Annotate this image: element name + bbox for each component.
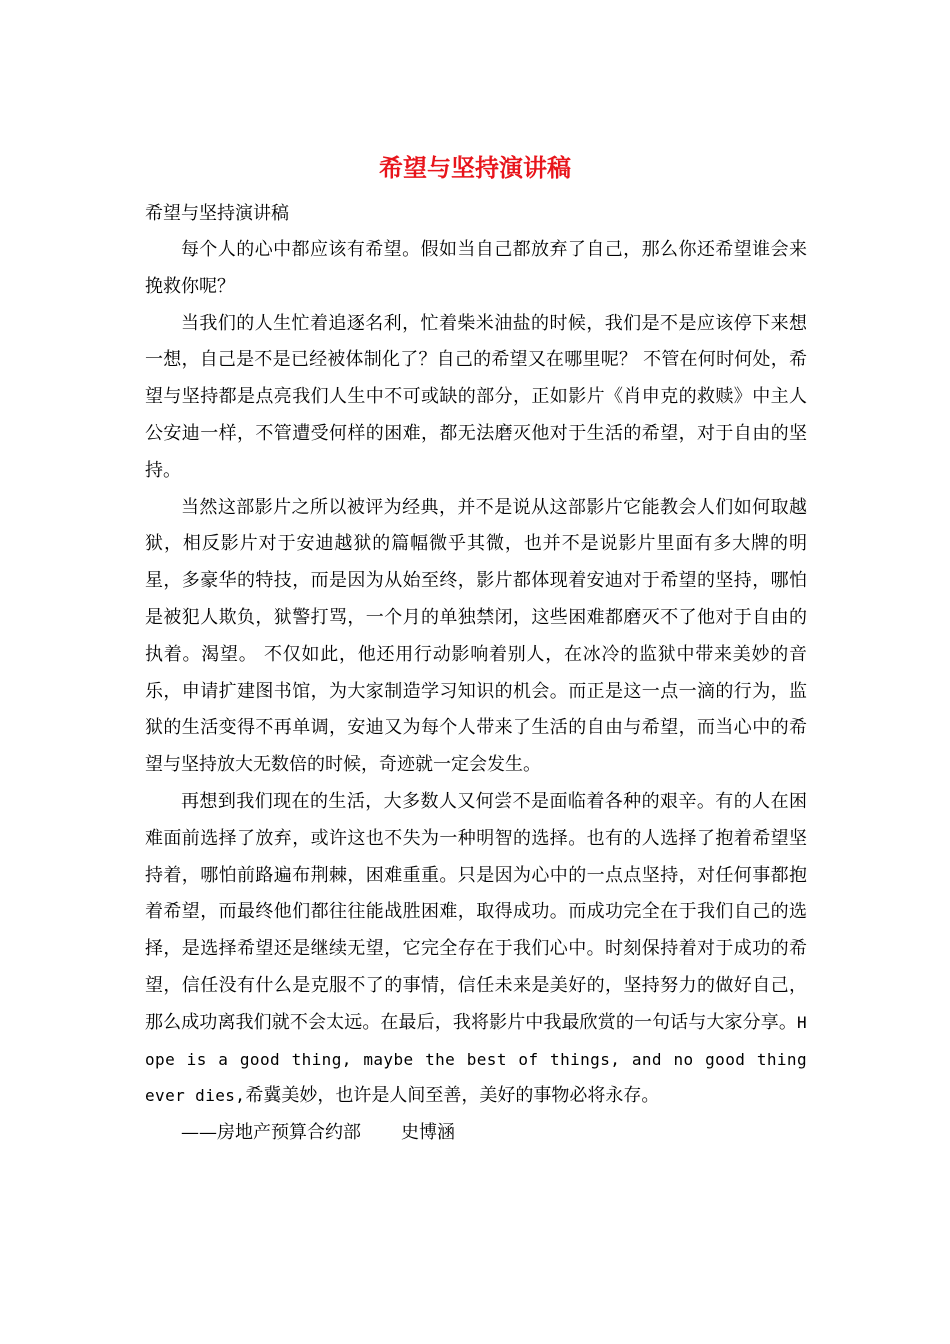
document-title: 希望与坚持演讲稿 <box>379 153 571 182</box>
paragraph-2: 当我们的人生忙着追逐名利，忙着柴米油盐的时候，我们是不是应该停下来想一想，自己是不是已经被体制化了？自己的希望又在哪里呢？ 不管在何时何处，希望与坚持都是点亮我们人生中不可或缺的部分，正如影片《肖申克的救赎》中主人公安迪一样，不管遭受何样的困难，都无法磨灭他对于生活的希望，对于自由的坚持。 <box>145 312 807 481</box>
paragraph-1: 每个人的心中都应该有希望。假如当自己都放弃了自己，那么你还希望谁会来挽救你呢？ <box>145 239 807 297</box>
paragraph-4-text: 再想到我们现在的生活，大多数人又何尝不是面临着各种的艰辛。有的人在困难面前选择了放弃，或许这也不失为一种明智的选择。也有的人选择了抱着希望坚持着，哪怕前路遍布荆棘，困难重重。只是因为心中的一点点坚持，对任何事都抱着希望，而最终他们都往往能战胜困难，取得成功。而成功完全在于我们自己的选择，是选择希望还是继续无望，它完全存在于我们心中。时刻保持着对于成功的希望，信任没有什么是克服不了的事情，信任未来是美好的，坚持努力的做好自己，那么成功离我们就不会太远。在最后，我将影片中我最欣赏的一句话与大家分享。 <box>145 790 807 1033</box>
paragraph-4-translation: 希冀美妙，也许是人间至善，美好的事物必将永存。 <box>245 1085 660 1107</box>
paragraph-4 <box>145 784 807 1115</box>
signature-line <box>145 1115 807 1152</box>
document-subtitle: 希望与坚持演讲稿 <box>145 203 289 224</box>
paragraph-3: 当然这部影片之所以被评为经典，并不是说从这部影片它能教会人们如何取越狱，相反影片对于安迪越狱的篇幅微乎其微，也并不是说影片里面有多大牌的明星，多豪华的特技，而是因为从始至终，影片都体现着安迪对于希望的坚持，哪怕是被犯人欺负，狱警打骂，一个月的单独禁闭，这些困难都磨灭不了他对于自由的执着。渴望。 不仅如此，他还用行动影响着别人，在冰冷的监狱中带来美妙的音乐，申请扩建图书馆，为大家制造学习知识的机会。而正是这一点一滴的行为，监狱的生活变得不再单调，安迪又为每个人带来了生活的自由与希望，而当心中的希望与坚持放大无数倍的时候，奇迹就一定会发生。 <box>145 496 807 776</box>
english-quote: Hope is a good thing, maybe the best of things, and no good thing ever dies, <box>145 1012 807 1106</box>
signature-department: ——房地产预算合约部 <box>181 1122 361 1144</box>
document-body <box>145 196 807 1152</box>
signature-name: 史博涵 <box>401 1122 455 1144</box>
